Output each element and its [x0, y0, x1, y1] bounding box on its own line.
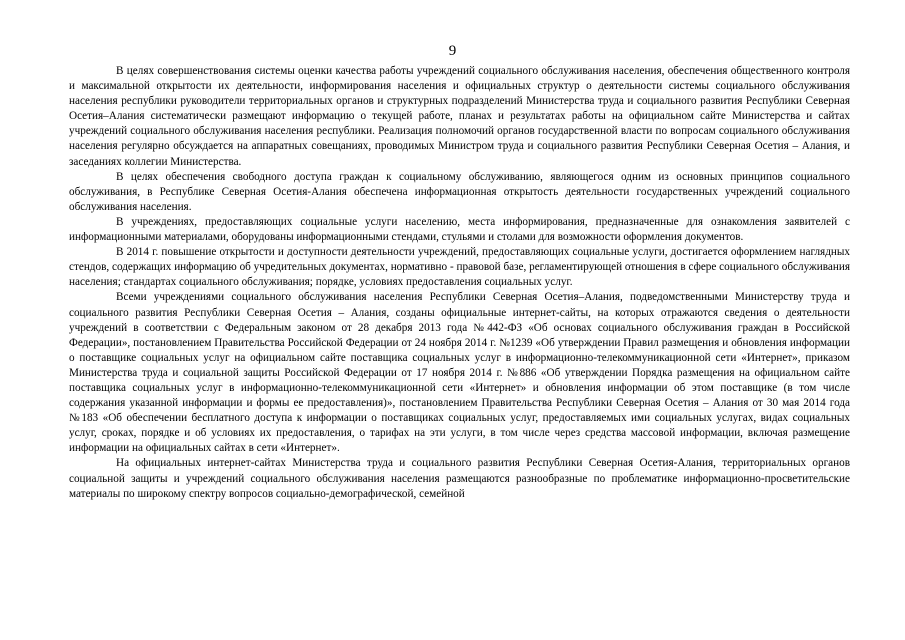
body-text: [69, 64, 850, 502]
page-number: 9: [448, 43, 457, 59]
paragraph: В 2014 г. повышение открытости и доступности деятельности учреждений, предоставляющих социальные услуги, достигается оформлением наглядных стендов, содержащих информацию об учредительных документах, нормативно - правовой базе, регламентирующей отношения в сфере социального обслуживания населения; стандартах социального обслуживания; порядке, условиях предоставления социальных услуг.: [69, 246, 850, 289]
paragraph: В целях обеспечения свободного доступа граждан к социальному обслуживанию, являющегося одним из основных принципов социального обслуживания, в Республике Северная Осетия-Алания обеспечена информационная открытость деятельности государственных учреждений социального обслуживания населения.: [69, 170, 850, 213]
paragraph: В учреждениях, предоставляющих социальные услуги населению, места информирования, предназначенные для ознакомления заявителей с информационными материалами, оборудованы информационными стендами, стульями и столами для возможности оформления документов.: [69, 215, 850, 244]
paragraph: В целях совершенствования системы оценки качества работы учреждений социального обслуживания населения, обеспечения общественного контроля и максимальной открытости их деятельности, информирования населения и официальных структур о деятельности системы социального обслуживания населения республики руководители территориальных органов и структурных подразделений Министерства труда и социального развития Республики Северная Осетия–Алания систематически размещают информацию о текущей работе, планах и результатах работы на официальном сайте Министерства и сайтах учреждений социального обслуживания населения республики. Реализация полномочий органов государственной власти по вопросам социального обслуживания населения регулярно обсуждается на аппаратных совещаниях, проводимых Министром труда и социального развития Республики Северная Осетия – Алания, и заседаниях коллегии Министерства.: [69, 65, 850, 168]
paragraph: Всеми учреждениями социального обслуживания населения Республики Северная Осетия–Алания, подведомственными Министерству труда и социального развития Республики Северная Осетия – Алания, созданы официальные интернет-сайты, на которых отражаются сведения о деятельности учреждений в соответствии с Федеральным законом от 28 декабря 2013 года №442-ФЗ «Об основах социального обслуживания граждан в Российской Федерации», постановлением Правительства Российской Федерации от 24 ноября 2014 г. №1239 «Об утверждении Правил размещения и обновления информации о поставщике социальных услуг на официальном сайте поставщика социальных услуг в информационно-телекоммуникационной сети «Интернет», приказом Министерства труда и социальной защиты Российской Федерации от 17 ноября 2014 г. №886 «Об утверждении Порядка размещения на официальном сайте поставщика социальных услуг в информационно-телекоммуникационной сети «Интернет» и обновления информации об этом поставщике (в том числе содержания указанной информации и формы ее предоставления)», постановлением Правительства Республики Северная Осетия – Алания от 30 мая 2014 года №183 «Об обеспечении бесплатного доступа к информации о поставщиках социальных услуг, предоставляемых ими социальных услугах, видах социальных услуг, сроках, порядке и об условиях их предоставления, о тарифах на эти услуги, в том числе через средства массовой информации, включая размещение информации на официальных сайтах в сети «Интернет».: [69, 291, 850, 455]
paragraph: На официальных интернет-сайтах Министерства труда и социального развития Республики Северная Осетия-Алания, территориальных органов социальной защиты и учреждений социального обслуживания населения размещаются разнообразные по проблематике информационно-просветительские материалы по широкому спектру вопросов социально-демографической, семейной: [69, 457, 850, 500]
